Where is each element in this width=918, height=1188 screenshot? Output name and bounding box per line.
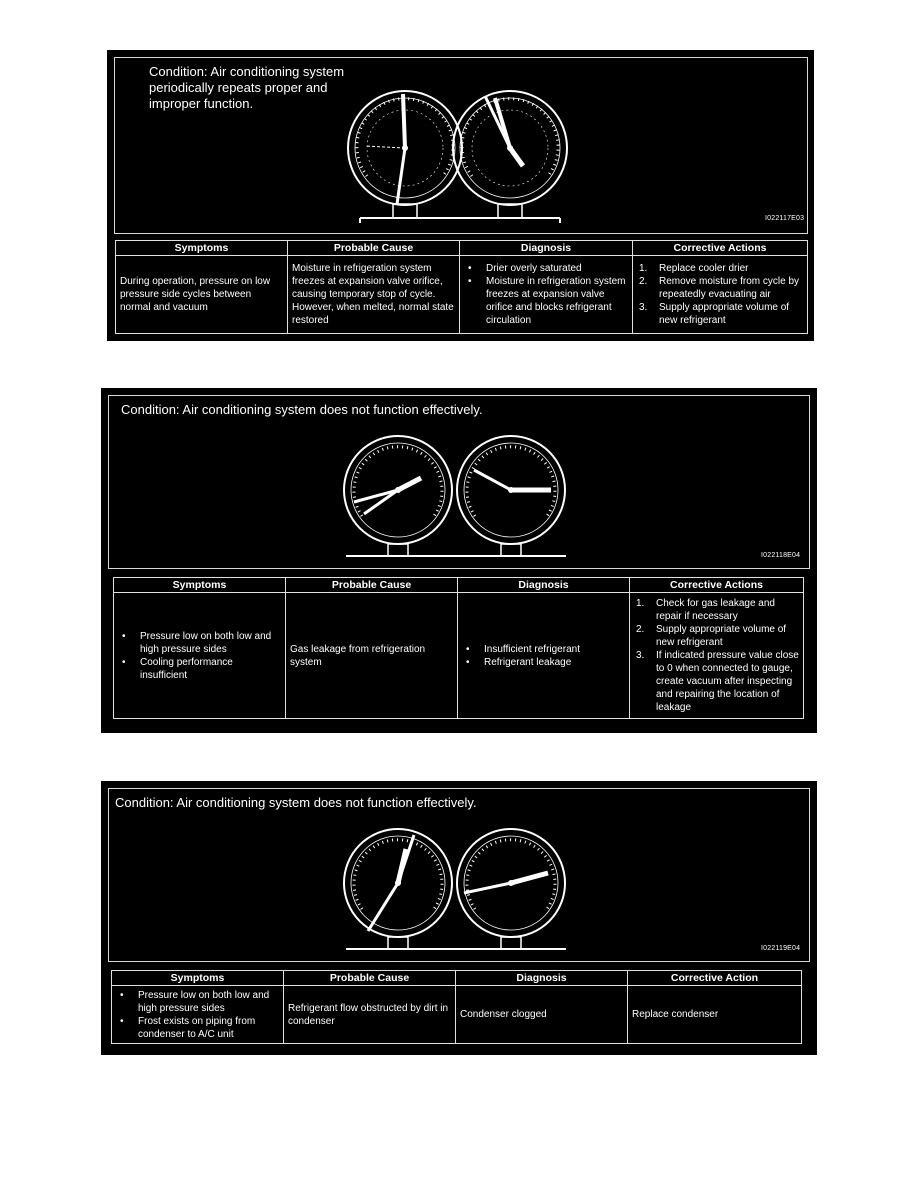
header-corrective-actions: Corrective Actions xyxy=(630,578,804,593)
list-item: • Moisture in refrigeration system freezes at expansion valve orifice and blocks refrigerant circulation xyxy=(464,275,628,327)
actions-cell: Replace condenser xyxy=(628,986,802,1044)
header-probable-cause: Probable Cause xyxy=(286,578,458,593)
figure-id-2: I022118E04 xyxy=(761,552,801,559)
list-item: • Pressure low on both low and high pressure sides xyxy=(118,630,281,656)
symptoms-cell xyxy=(112,986,284,1044)
list-item: • Drier overly saturated xyxy=(464,262,628,275)
diagnosis-cell xyxy=(458,593,630,719)
header-probable-cause: Probable Cause xyxy=(284,971,456,986)
low-pressure-gauge-2 xyxy=(344,436,452,556)
table-header-row xyxy=(114,578,804,593)
list-item: 2. Remove moisture from cycle by repeatedly evacuating air xyxy=(639,276,800,300)
list-item: 1. Check for gas leakage and repair if necessary xyxy=(636,598,775,622)
diagnosis-cell: Condenser clogged xyxy=(456,986,628,1044)
table-row xyxy=(112,986,802,1044)
condition-title-3: Condition: Air conditioning system does not function effectively. xyxy=(115,795,477,810)
symptoms-cell xyxy=(114,593,286,719)
low-pressure-gauge-1 xyxy=(348,91,462,218)
diagnosis-table-3 xyxy=(111,970,802,1044)
cause-cell: Gas leakage from refrigeration system xyxy=(286,593,458,719)
header-diagnosis: Diagnosis xyxy=(460,241,633,256)
diagnosis-cell xyxy=(460,256,633,334)
header-corrective-action: Corrective Action xyxy=(628,971,802,986)
list-item: • Pressure low on both low and high pressure sides xyxy=(116,989,279,1015)
high-pressure-gauge-3 xyxy=(457,829,565,949)
list-item: 1. Replace cooler drier xyxy=(639,263,749,274)
list-item: • Frost exists on piping from condenser to A/C unit xyxy=(116,1015,279,1041)
actions-cell xyxy=(630,593,804,719)
list-item: • Insufficient refrigerant xyxy=(462,643,625,656)
pressure-gauges-illustration-2 xyxy=(336,434,576,564)
list-item: 3. If indicated pressure value close to 0 when connected to gauge, create vacuum after inspecting and repairing the location of leakage xyxy=(636,650,799,713)
header-diagnosis: Diagnosis xyxy=(458,578,630,593)
list-item: • Cooling performance insufficient xyxy=(118,656,281,682)
list-item: 3. Supply appropriate volume of new refrigerant xyxy=(639,302,790,326)
pressure-gauges-illustration-1 xyxy=(345,86,575,226)
header-corrective-actions: Corrective Actions xyxy=(633,241,808,256)
header-symptoms: Symptoms xyxy=(112,971,284,986)
high-pressure-gauge-2 xyxy=(457,436,565,556)
high-pressure-gauge-1 xyxy=(453,91,567,218)
pressure-gauges-illustration-3 xyxy=(336,827,576,957)
header-probable-cause: Probable Cause xyxy=(288,241,460,256)
figure-id-1: I022117E03 xyxy=(765,215,805,222)
condition-title-2: Condition: Air conditioning system does not function effectively. xyxy=(121,402,483,417)
table-row xyxy=(116,256,808,334)
table-row xyxy=(114,593,804,719)
condition-panel-2 xyxy=(101,388,817,733)
condition-title-1: Condition: Air conditioning system periodically repeats proper and improper function. xyxy=(149,64,345,111)
actions-cell xyxy=(633,256,808,334)
condition-panel-3 xyxy=(101,781,817,1055)
table-header-row xyxy=(112,971,802,986)
figure-id-3: I022119E04 xyxy=(761,945,801,952)
low-pressure-gauge-3 xyxy=(344,829,452,949)
diagnosis-table-1 xyxy=(115,240,808,334)
condition-panel-1 xyxy=(107,50,814,341)
cause-cell: Moisture in refrigeration system freezes at expansion valve orifice, causing temporary stop of cycle. However, when melted, normal state restored xyxy=(288,256,460,334)
symptoms-cell: During operation, pressure on low pressure side cycles between normal and vacuum xyxy=(116,256,288,334)
table-header-row xyxy=(116,241,808,256)
list-item: 2. Supply appropriate volume of new refrigerant xyxy=(636,624,787,648)
list-item: • Refrigerant leakage xyxy=(462,656,625,669)
cause-cell: Refrigerant flow obstructed by dirt in condenser xyxy=(284,986,456,1044)
diagnosis-table-2 xyxy=(113,577,804,719)
header-symptoms: Symptoms xyxy=(114,578,286,593)
header-diagnosis: Diagnosis xyxy=(456,971,628,986)
header-symptoms: Symptoms xyxy=(116,241,288,256)
